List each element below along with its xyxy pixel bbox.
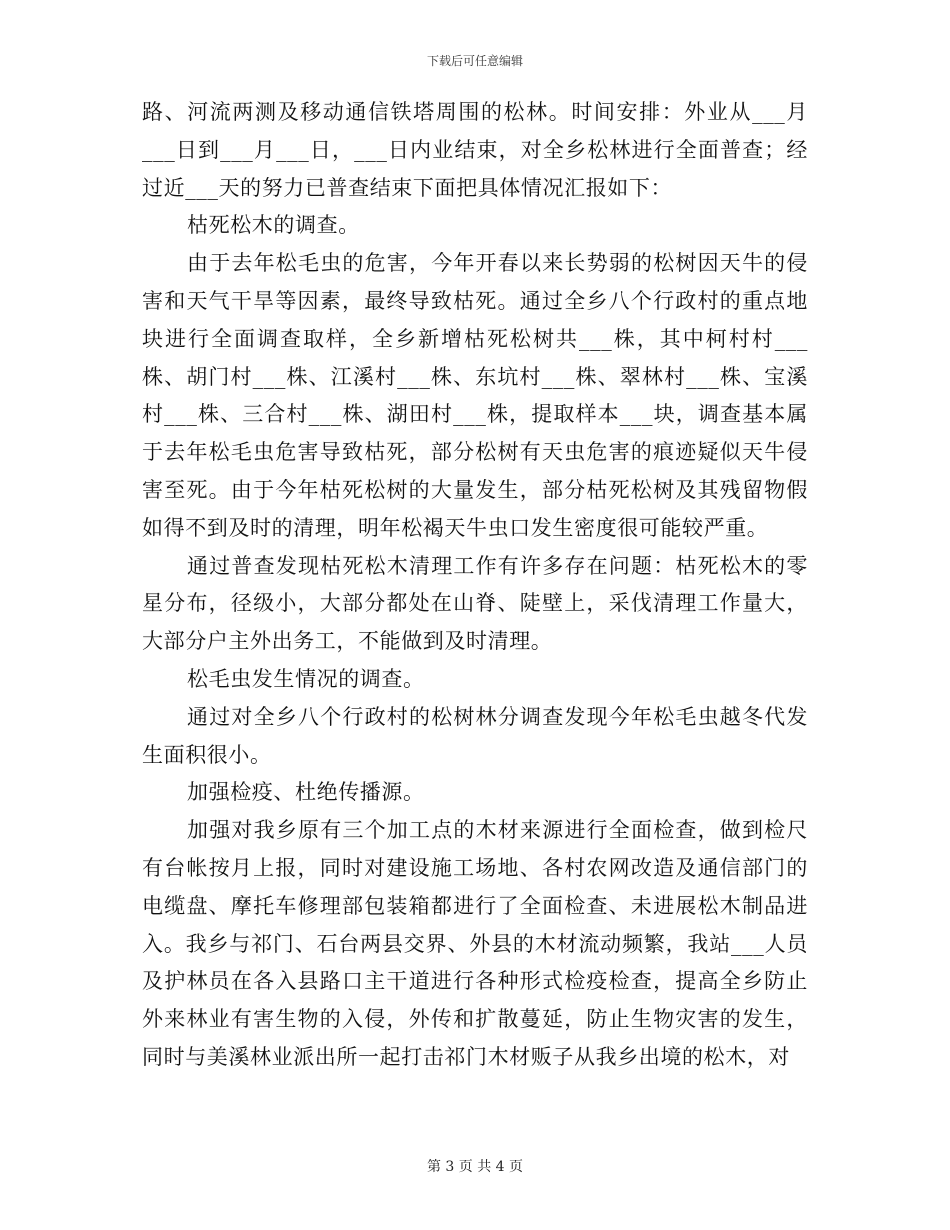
section-heading-quarantine: 加强检疫、杜绝传播源。 <box>187 780 425 805</box>
paragraph-continuation: 路、河流两测及移动通信铁塔周围的松林。时间安排：外业从___月___日到___月___日，___日内业结束，对全乡松林进行全面普查；经过近___天的努力已普查结束下面把具体情况汇报如下： <box>142 100 808 200</box>
paragraph-quarantine-details: 加强对我乡原有三个加工点的木材来源进行全面检查，做到检尺有台帐按月上报，同时对建设施工场地、各村农网改造及通信部门的电缆盘、摩托车修理部包装箱都进行了全面检查、未进展松木制品进入。我乡与祁门、石台两县交界、外县的木材流动频繁，我站___人员及护林员在各入县路口主干道进行各种形式检疫检查，提高全乡防止外来林业有害生物的入侵，外传和扩散蔓延，防止生物灾害的发生，同时与美溪林业派出所一起打击祁门木材贩子从我乡出境的松木，对 <box>142 818 808 1069</box>
paragraph-caterpillar-findings: 通过对全乡八个行政村的松树林分调查发现今年松毛虫越冬代发生面积很小。 <box>142 704 808 767</box>
section-heading-dead-pine-survey: 枯死松木的调查。 <box>187 213 360 238</box>
section-heading-pine-caterpillar-survey: 松毛虫发生情况的调查。 <box>187 666 425 691</box>
paragraph-dead-pine-details: 由于去年松毛虫的危害，今年开春以来长势弱的松树因天牛的侵害和天气干旱等因素，最终导致枯死。通过全乡八个行政村的重点地块进行全面调查取样，全乡新增枯死松树共___株，其中柯村村___株、胡门村___株、江溪村___株、东坑村___株、翠林村___株、宝溪村___株、三合村___株、湖田村___株，提取样本___块，调查基本属于去年松毛虫危害导致枯死，部分松树有天虫危害的痕迹疑似天牛侵害至死。由于今年枯死松树的大量发生，部分枯死松树及其残留物假如得不到及时的清理，明年松褐天牛虫口发生密度很可能较严重。 <box>142 251 808 540</box>
page-header: 下载后可任意编辑 <box>426 54 523 68</box>
page-footer: 第 3 页 共 4 页 <box>426 1159 524 1175</box>
paragraph-cleanup-problems: 通过普查发现枯死松木清理工作有许多存在问题：枯死松木的零星分布，径级小，大部分都处在山脊、陡壁上，采伐清理工作量大，大部分户主外出务工，不能做到及时清理。 <box>142 553 808 654</box>
document-body <box>142 94 808 1077</box>
